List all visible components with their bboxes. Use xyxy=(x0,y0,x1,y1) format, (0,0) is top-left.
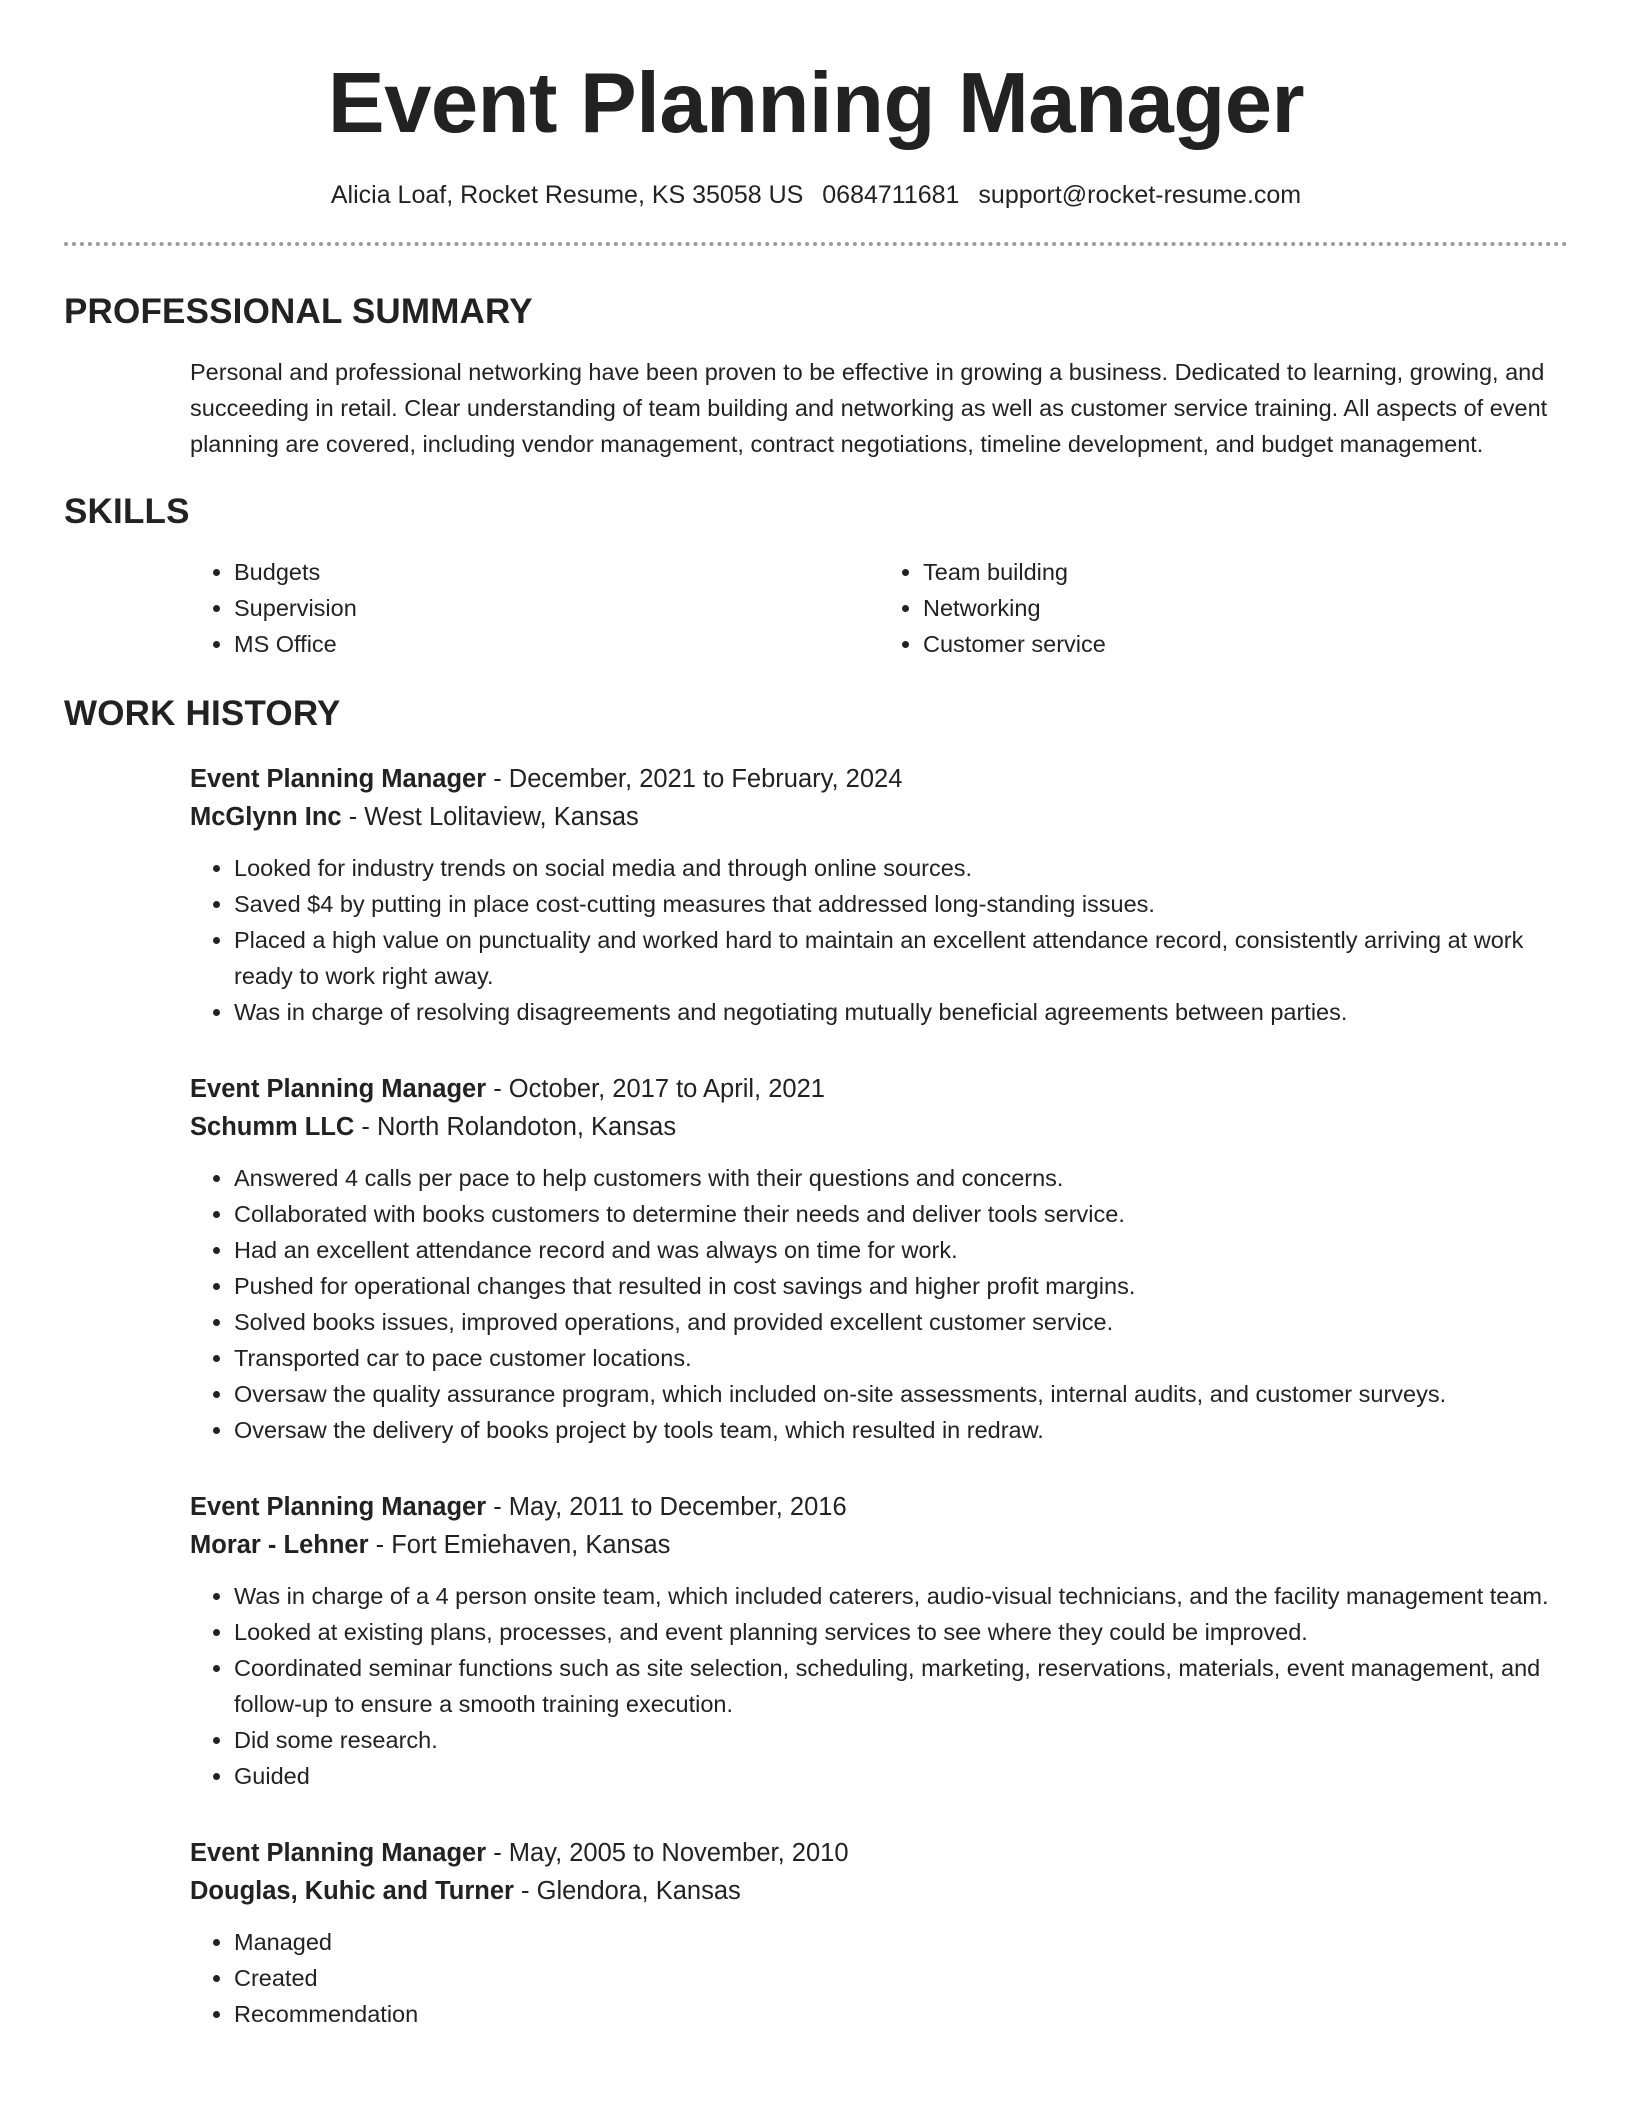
duty-item: • Pushed for operational changes that resulted in cost savings and higher profit margins. xyxy=(234,1268,1568,1304)
work-history-heading: WORK HISTORY xyxy=(64,694,341,733)
job-entry xyxy=(190,1834,1568,2032)
job-dates: - May, 2005 to November, 2010 xyxy=(486,1839,849,1867)
job-company: Schumm LLC xyxy=(190,1113,355,1141)
job-company: Douglas, Kuhic and Turner xyxy=(190,1877,514,1905)
summary-heading: PROFESSIONAL SUMMARY xyxy=(64,292,533,331)
job-entry xyxy=(190,1070,1568,1448)
skill-item: • MS Office xyxy=(234,626,879,662)
duty-item: • Did some research. xyxy=(234,1722,1568,1758)
duty-item: • Had an excellent attendance record and was always on time for work. xyxy=(234,1232,1568,1268)
job-dates: - December, 2021 to February, 2024 xyxy=(486,765,903,793)
skills-list-left xyxy=(190,554,879,662)
duty-item: • Answered 4 calls per pace to help customers with their questions and concerns. xyxy=(234,1160,1568,1196)
header-divider xyxy=(64,242,1568,246)
contact-email: support@rocket-resume.com xyxy=(978,181,1302,209)
skill-item: • Supervision xyxy=(234,590,879,626)
duty-item: • Oversaw the quality assurance program, which included on-site assessments, internal audits, and customer surveys. xyxy=(234,1376,1568,1412)
skills-list-right xyxy=(879,554,1568,662)
summary-section xyxy=(190,354,1568,462)
duty-item: • Saved $4 by putting in place cost-cutting measures that addressed long-standing issues. xyxy=(234,886,1568,922)
duty-item: • Was in charge of resolving disagreements and negotiating mutually beneficial agreements between parties. xyxy=(234,994,1568,1030)
job-location: - Glendora, Kansas xyxy=(513,1877,741,1905)
contact-address: Alicia Loaf, Rocket Resume, KS 35058 US xyxy=(330,181,804,209)
job-company-line xyxy=(190,1526,1568,1564)
skill-item: • Budgets xyxy=(234,554,879,590)
duty-item: • Placed a high value on punctuality and worked hard to maintain an excellent attendance record, consistently arriving at work ready to work right away. xyxy=(234,922,1568,994)
duty-item: • Oversaw the delivery of books project by tools team, which resulted in redraw. xyxy=(234,1412,1568,1448)
job-title-line xyxy=(190,1488,1568,1526)
duty-item: • Looked at existing plans, processes, and event planning services to see where they could be improved. xyxy=(234,1614,1568,1650)
duty-item: • Guided xyxy=(234,1758,1568,1794)
skill-item: • Customer service xyxy=(923,626,1568,662)
job-location: - West Lolitaview, Kansas xyxy=(341,803,639,831)
skills-section xyxy=(190,554,1568,662)
contact-phone: 0684711681 xyxy=(822,181,960,209)
job-duties xyxy=(190,1160,1568,1448)
job-location: - Fort Emiehaven, Kansas xyxy=(368,1531,671,1559)
duty-item: • Managed xyxy=(234,1924,1568,1960)
job-title-line xyxy=(190,760,1568,798)
job-entry xyxy=(190,1488,1568,1794)
job-company-line xyxy=(190,1872,1568,1910)
job-dates: - May, 2011 to December, 2016 xyxy=(486,1493,847,1521)
job-duties xyxy=(190,850,1568,1030)
resume-title: Event Planning Manager xyxy=(327,56,1305,151)
resume-page xyxy=(64,0,1568,2032)
duty-item: • Collaborated with books customers to determine their needs and deliver tools service. xyxy=(234,1196,1568,1232)
job-company-line xyxy=(190,1108,1568,1146)
skill-item: • Networking xyxy=(923,590,1568,626)
duty-item: • Solved books issues, improved operations, and provided excellent customer service. xyxy=(234,1304,1568,1340)
job-entry xyxy=(190,760,1568,1030)
job-title-line xyxy=(190,1834,1568,1872)
duty-item: • Created xyxy=(234,1960,1568,1996)
duty-item: • Was in charge of a 4 person onsite team, which included caterers, audio-visual technicians, and the facility management team. xyxy=(234,1578,1568,1614)
duty-item: • Coordinated seminar functions such as site selection, scheduling, marketing, reservations, materials, event management, and follow-up to ensure a smooth training execution. xyxy=(234,1650,1568,1722)
job-company: McGlynn Inc xyxy=(190,803,342,831)
job-duties xyxy=(190,1924,1568,2032)
duty-item: • Looked for industry trends on social media and through online sources. xyxy=(234,850,1568,886)
skill-item: • Team building xyxy=(923,554,1568,590)
summary-text: Personal and professional networking have been proven to be effective in growing a business. Dedicated to learning, growing, and succeeding in retail. Clear understanding of team building and networking as well as customer service training. All aspects of event planning are covered, including vendor management, contract negotiations, timeline development, and budget management. xyxy=(190,359,1548,457)
job-dates: - October, 2017 to April, 2021 xyxy=(486,1075,825,1103)
job-company-line xyxy=(190,798,1568,836)
job-duties xyxy=(190,1578,1568,1794)
contact-line xyxy=(64,178,1568,212)
job-title-line xyxy=(190,1070,1568,1108)
resume-header xyxy=(64,0,1568,212)
job-company: Morar - Lehner xyxy=(190,1531,369,1559)
work-history-section xyxy=(190,760,1568,2032)
job-title: Event Planning Manager xyxy=(190,1839,487,1867)
skills-heading: SKILLS xyxy=(64,492,190,531)
duty-item: • Recommendation xyxy=(234,1996,1568,2032)
job-title: Event Planning Manager xyxy=(190,1075,487,1103)
job-title: Event Planning Manager xyxy=(190,1493,487,1521)
duty-item: • Transported car to pace customer locations. xyxy=(234,1340,1568,1376)
job-title: Event Planning Manager xyxy=(190,765,487,793)
job-location: - North Rolandoton, Kansas xyxy=(354,1113,677,1141)
